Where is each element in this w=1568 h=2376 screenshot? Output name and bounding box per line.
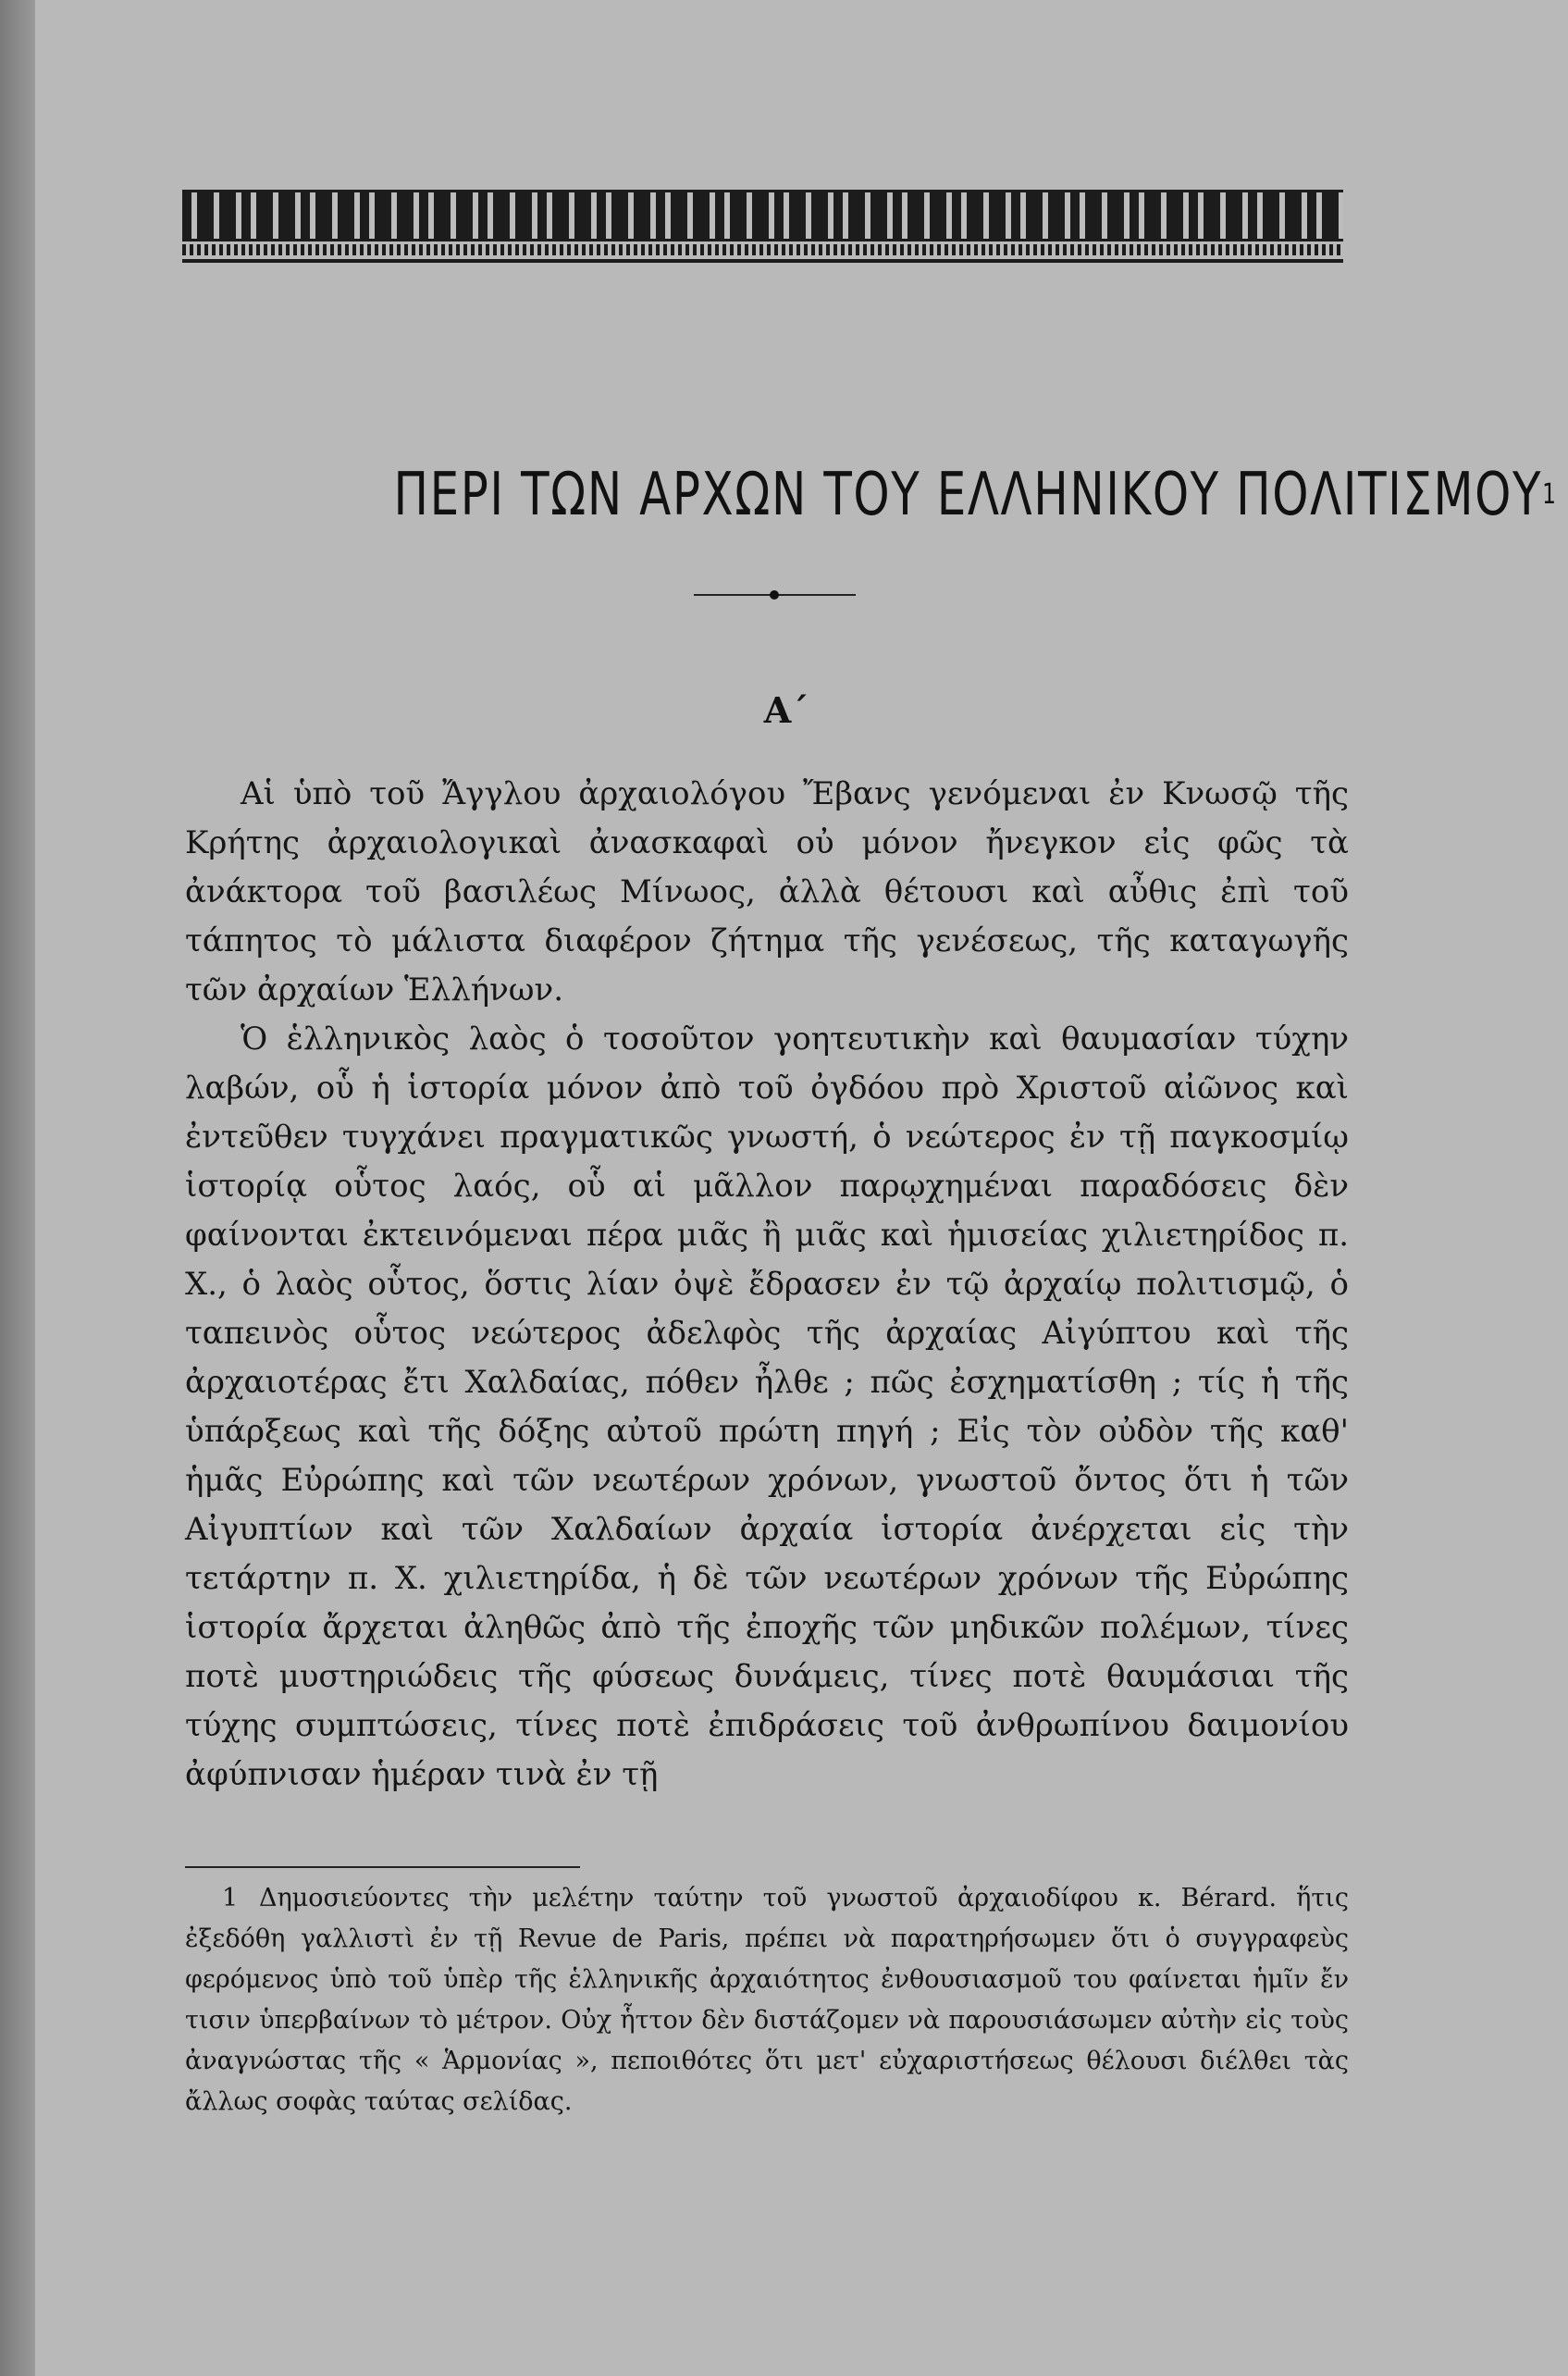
footnote-number: 1	[222, 1884, 239, 1912]
title-footnote-mark: 1	[1542, 478, 1558, 511]
header-ornament	[182, 190, 1343, 264]
paragraph-2: Ὁ ἑλληνικὸς λαὸς ὁ τοσοῦτον γοητευτικὴν καὶ θαυμασίαν τύχην λαβών, οὗ ἡ ἱστορία μόνον ἀπὸ τοῦ ὀγδόου πρὸ Χριστοῦ αἰῶνος καὶ ἐντεῦθεν τυγχάνει πραγματικῶς γνωστή, ὁ νεώτερος ἐν τῇ παγκοσμίῳ ἱστορίᾳ οὗτος λαός, οὗ αἱ μᾶλλον παρῳχημέναι παραδόσεις δὲν φαίνονται ἐκτεινόμεναι πέρα μιᾶς ἢ μιᾶς καὶ ἡμισείας χιλιετηρίδος π. Χ., ὁ λαὸς οὗτος, ὅστις λίαν ὀψὲ ἔδρασεν ἐν τῷ ἀρχαίῳ πολιτισμῷ, ὁ ταπεινὸς οὗτος νεώτερος ἀδελφὸς τῆς ἀρχαίας Αἰγύπτου καὶ τῆς ἀρχαιοτέρας ἔτι Χαλδαίας, πόθεν ἦλθε ; πῶς ἐσχηματίσθη ; τίς ἡ τῆς ὑπάρξεως καὶ τῆς δόξης αὐτοῦ πρώτη πηγή ; Εἰς τὸν οὐδὸν τῆς καθ' ἡμᾶς Εὐρώπης καὶ τῶν νεωτέρων χρόνων, γνωστοῦ ὄντος ὅτι ἡ τῶν Αἰγυπτίων καὶ τῶν Χαλδαίων ἀρχαία ἱστορία ἀνέρχεται εἰς τὴν τετάρτην π. Χ. χιλιετηρίδα, ἡ δὲ τῶν νεωτέρων χρόνων τῆς Εὐρώπης ἱστορία ἄρχεται ἀληθῶς ἀπὸ τῆς ἐποχῆς τῶν μηδικῶν πολέμων, τίνες ποτὲ μυστηριώδεις τῆς φύσεως δυνάμεις, τίνες ποτὲ θαυμάσιαι τῆς τύχης συμπτώσεις, τίνες ποτὲ ἐπιδράσεις τοῦ ἀνθρωπίνου δαιμονίου ἀφύπνισαν ἡμέραν τινὰ ἐν τῇ	[185, 1021, 1349, 1793]
title-divider	[694, 590, 856, 600]
paragraph-1: Αἱ ὑπὸ τοῦ Ἄγγλου ἀρχαιολόγου Ἔβανς γενόμεναι ἐν Κνωσῷ τῆς Κρήτης ἀρχαιολογικαὶ ἀνασκαφαὶ οὐ μόνον ἤνεγκον εἰς φῶς τὰ ἀνάκτορα τοῦ βασιλέως Μίνωος, ἀλλὰ θέτουσι καὶ αὖθις ἐπὶ τοῦ τάπητος τὸ μάλιστα διαφέρον ζήτημα τῆς γενέσεως, τῆς καταγωγῆς τῶν ἀρχαίων Ἑλλήνων.	[185, 775, 1349, 1009]
footnote-text: Δημοσιεύοντες τὴν μελέτην ταύτην τοῦ γνωστοῦ ἀρχαιοδίφου κ. Bérard. ἥτις ἐξεδόθη γαλλιστὶ ἐν τῇ Revue de Paris, πρέπει νὰ παρατηρήσωμεν ὅτι ὁ συγγραφεὺς φερόμενος ὑπὸ τοῦ ὑπὲρ τῆς ἑλληνικῆς ἀρχαιότητος ἐνθουσιασμοῦ του φαίνεται ἡμῖν ἔν τισιν ὑπερβαίνων τὸ μέτρον. Οὐχ ἧττον δὲν διστάζομεν νὰ παρουσιάσωμεν αὐτὴν εἰς τοὺς ἀναγνώστας τῆς « Ἁρμονίας », πεποιθότες ὅτι μετ' εὐχαριστήσεως θέλουσι διέλθει τὰς ἄλλως σοφὰς ταύτας σελίδας.	[185, 1884, 1349, 2116]
divider-dot	[770, 590, 779, 600]
section-number: Α΄	[763, 689, 809, 731]
ornament-dots	[182, 244, 1343, 255]
body-text	[185, 770, 1349, 1800]
page-title	[393, 458, 1558, 532]
ornament-rule	[182, 259, 1343, 263]
ornament-band	[182, 190, 1343, 241]
footnote-rule	[185, 1866, 580, 1868]
footnote	[185, 1878, 1349, 2122]
binding-gutter	[0, 0, 35, 2376]
title-text: ΠΕΡΙ ΤΩΝ ΑΡΧΩΝ ΤΟΥ ΕΛΛΗΝΙΚΟΥ ΠΟΛΙΤΙΣΜΟΥ	[393, 461, 1543, 529]
